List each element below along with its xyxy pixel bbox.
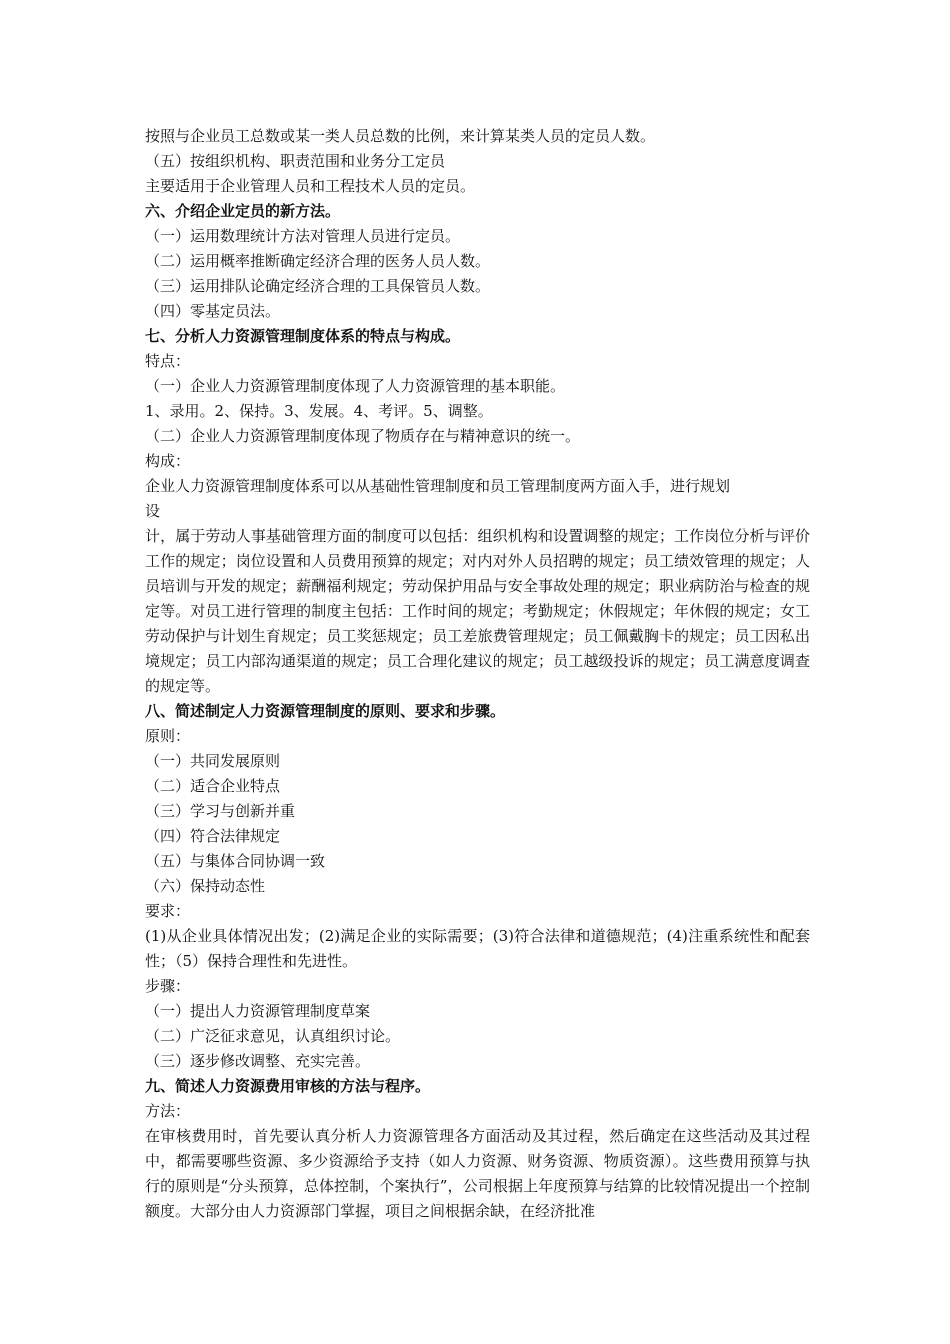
section-heading-8: 八、简述制定人力资源管理制度的原则、要求和步骤。 bbox=[145, 702, 506, 720]
text-line: 1、录用。2、保持。3、发展。4、考评。5、调整。 bbox=[145, 402, 493, 420]
text-line: （二）适合企业特点 bbox=[145, 777, 281, 795]
text-line: 设 bbox=[145, 502, 161, 520]
text-line: 要求： bbox=[145, 902, 191, 920]
text-line: （四）零基定员法。 bbox=[145, 302, 281, 320]
text-line: （二）企业人力资源管理制度体现了物质存在与精神意识的统一。 bbox=[145, 427, 581, 445]
paragraph-requirements: (1)从企业具体情况出发；(2)满足企业的实际需要；(3)符合法律和道德规范；(4)注重系统性和配套性；（5）保持合理性和先进性。 bbox=[145, 927, 810, 970]
text-line: （一）企业人力资源管理制度体现了人力资源管理的基本职能。 bbox=[145, 377, 566, 395]
text-line: 步骤： bbox=[145, 977, 191, 995]
text-line: （四）符合法律规定 bbox=[145, 827, 281, 845]
paragraph-methods: 在审核费用时，首先要认真分析人力资源管理各方面活动及其过程，然后确定在这些活动及其过程中，都需要哪些资源、多少资源给予支持（如人力资源、财务资源、物质资源）。这些费用预算与执行的原则是“分头预算，总体控制，个案执行”，公司根据上年度预算与结算的比较情况提出一个控制额度。大部分由人力资源部门掌握，项目之间根据余缺，在经济批准 bbox=[145, 1127, 810, 1220]
text-line: 方法： bbox=[145, 1102, 191, 1120]
text-line: 原则： bbox=[145, 727, 191, 745]
section-heading-7: 七、分析人力资源管理制度体系的特点与构成。 bbox=[145, 327, 461, 345]
section-heading-9: 九、简述人力资源费用审核的方法与程序。 bbox=[145, 1077, 431, 1095]
text-line: （一）共同发展原则 bbox=[145, 752, 281, 770]
text-line: （二）广泛征求意见，认真组织讨论。 bbox=[145, 1027, 401, 1045]
text-line: （三）学习与创新并重 bbox=[145, 802, 296, 820]
text-line: 主要适用于企业管理人员和工程技术人员的定员。 bbox=[145, 177, 476, 195]
text-line: 企业人力资源管理制度体系可以从基础性管理制度和员工管理制度两方面入手，进行规划 bbox=[145, 477, 731, 495]
text-line: 按照与企业员工总数或某一类人员总数的比例，来计算某类人员的定员人数。 bbox=[145, 127, 656, 145]
text-line: （三）逐步修改调整、充实完善。 bbox=[145, 1052, 371, 1070]
text-line: （二）运用概率推断确定经济合理的医务人员人数。 bbox=[145, 252, 491, 270]
text-line: 构成： bbox=[145, 452, 191, 470]
text-line: （五）按组织机构、职责范围和业务分工定员 bbox=[145, 152, 446, 170]
document-page bbox=[145, 124, 810, 1224]
text-line: （一）提出人力资源管理制度草案 bbox=[145, 1002, 371, 1020]
paragraph-composition: 计，属于劳动人事基础管理方面的制度可以包括：组织机构和设置调整的规定；工作岗位分析与评价工作的规定；岗位设置和人员费用预算的规定；对内对外人员招聘的规定；员工绩效管理的规定；人员培训与开发的规定；薪酬福利规定；劳动保护用品与安全事故处理的规定；职业病防治与检查的规定等。对员工进行管理的制度主包括：工作时间的规定；考勤规定；休假规定；年休假的规定；女工劳动保护与计划生育规定；员工奖惩规定；员工差旅费管理规定；员工佩戴胸卡的规定；员工因私出境规定；员工内部沟通渠道的规定；员工合理化建议的规定；员工越级投诉的规定；员工满意度调查的规定等。 bbox=[145, 527, 810, 695]
text-line: （一）运用数理统计方法对管理人员进行定员。 bbox=[145, 227, 461, 245]
text-line: （六）保持动态性 bbox=[145, 877, 266, 895]
text-line: 特点： bbox=[145, 352, 191, 370]
text-line: （三）运用排队论确定经济合理的工具保管员人数。 bbox=[145, 277, 491, 295]
section-heading-6: 六、介绍企业定员的新方法。 bbox=[145, 202, 341, 220]
text-line: （五）与集体合同协调一致 bbox=[145, 852, 326, 870]
